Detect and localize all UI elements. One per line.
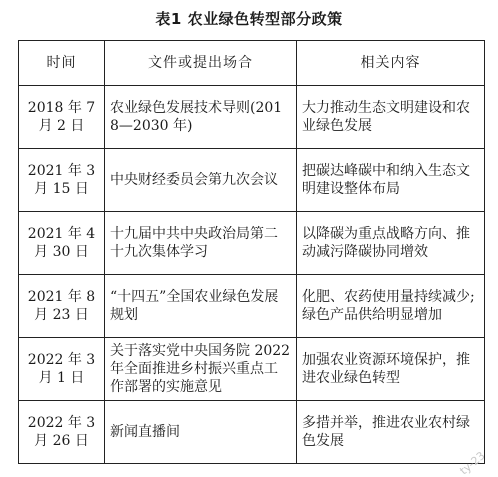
cell-document: 新闻直播间 <box>105 401 297 464</box>
cell-content: 化肥、农药使用量持续减少;绿色产品供给明显增加 <box>297 275 485 338</box>
policy-table <box>18 40 485 464</box>
cell-time: 2022 年 3 月 26 日 <box>19 401 105 464</box>
cell-document: 关于落实党中央国务院 2022 年全面推进乡村振兴重点工作部署的实施意见 <box>105 338 297 401</box>
table-row <box>19 149 485 212</box>
column-header-document: 文件或提出场合 <box>105 41 297 86</box>
cell-document: 十九届中共中央政治局第二十九次集体学习 <box>105 212 297 275</box>
cell-content: 把碳达峰碳中和纳入生态文明建设整体布局 <box>297 149 485 212</box>
table-row <box>19 275 485 338</box>
table-row <box>19 401 485 464</box>
table-row <box>19 86 485 149</box>
cell-content: 大力推动生态文明建设和农业绿色发展 <box>297 86 485 149</box>
policy-table-container <box>18 40 484 462</box>
table-row <box>19 212 485 275</box>
table-row <box>19 338 485 401</box>
cell-time: 2021 年 8 月 23 日 <box>19 275 105 338</box>
cell-document: “十四五”全国农业绿色发展规划 <box>105 275 297 338</box>
column-header-time: 时间 <box>19 41 105 86</box>
cell-document: 农业绿色发展技术导则(2018—2030 年) <box>105 86 297 149</box>
cell-content: 多措并举，推进农业农村绿色发展 <box>297 401 485 464</box>
column-header-content: 相关内容 <box>297 41 485 86</box>
cell-time: 2021 年 4 月 30 日 <box>19 212 105 275</box>
cell-time: 2022 年 3 月 1 日 <box>19 338 105 401</box>
cell-time: 2018 年 7 月 2 日 <box>19 86 105 149</box>
watermark: ty-23 <box>457 449 488 477</box>
cell-document: 中央财经委员会第九次会议 <box>105 149 297 212</box>
cell-content: 以降碳为重点战略方向、推动减污降碳协同增效 <box>297 212 485 275</box>
cell-content: 加强农业资源环境保护，推进农业绿色转型 <box>297 338 485 401</box>
header-row <box>19 41 485 86</box>
cell-time: 2021 年 3 月 15 日 <box>19 149 105 212</box>
table-title: 表1 农业绿色转型部分政策 <box>155 10 343 28</box>
